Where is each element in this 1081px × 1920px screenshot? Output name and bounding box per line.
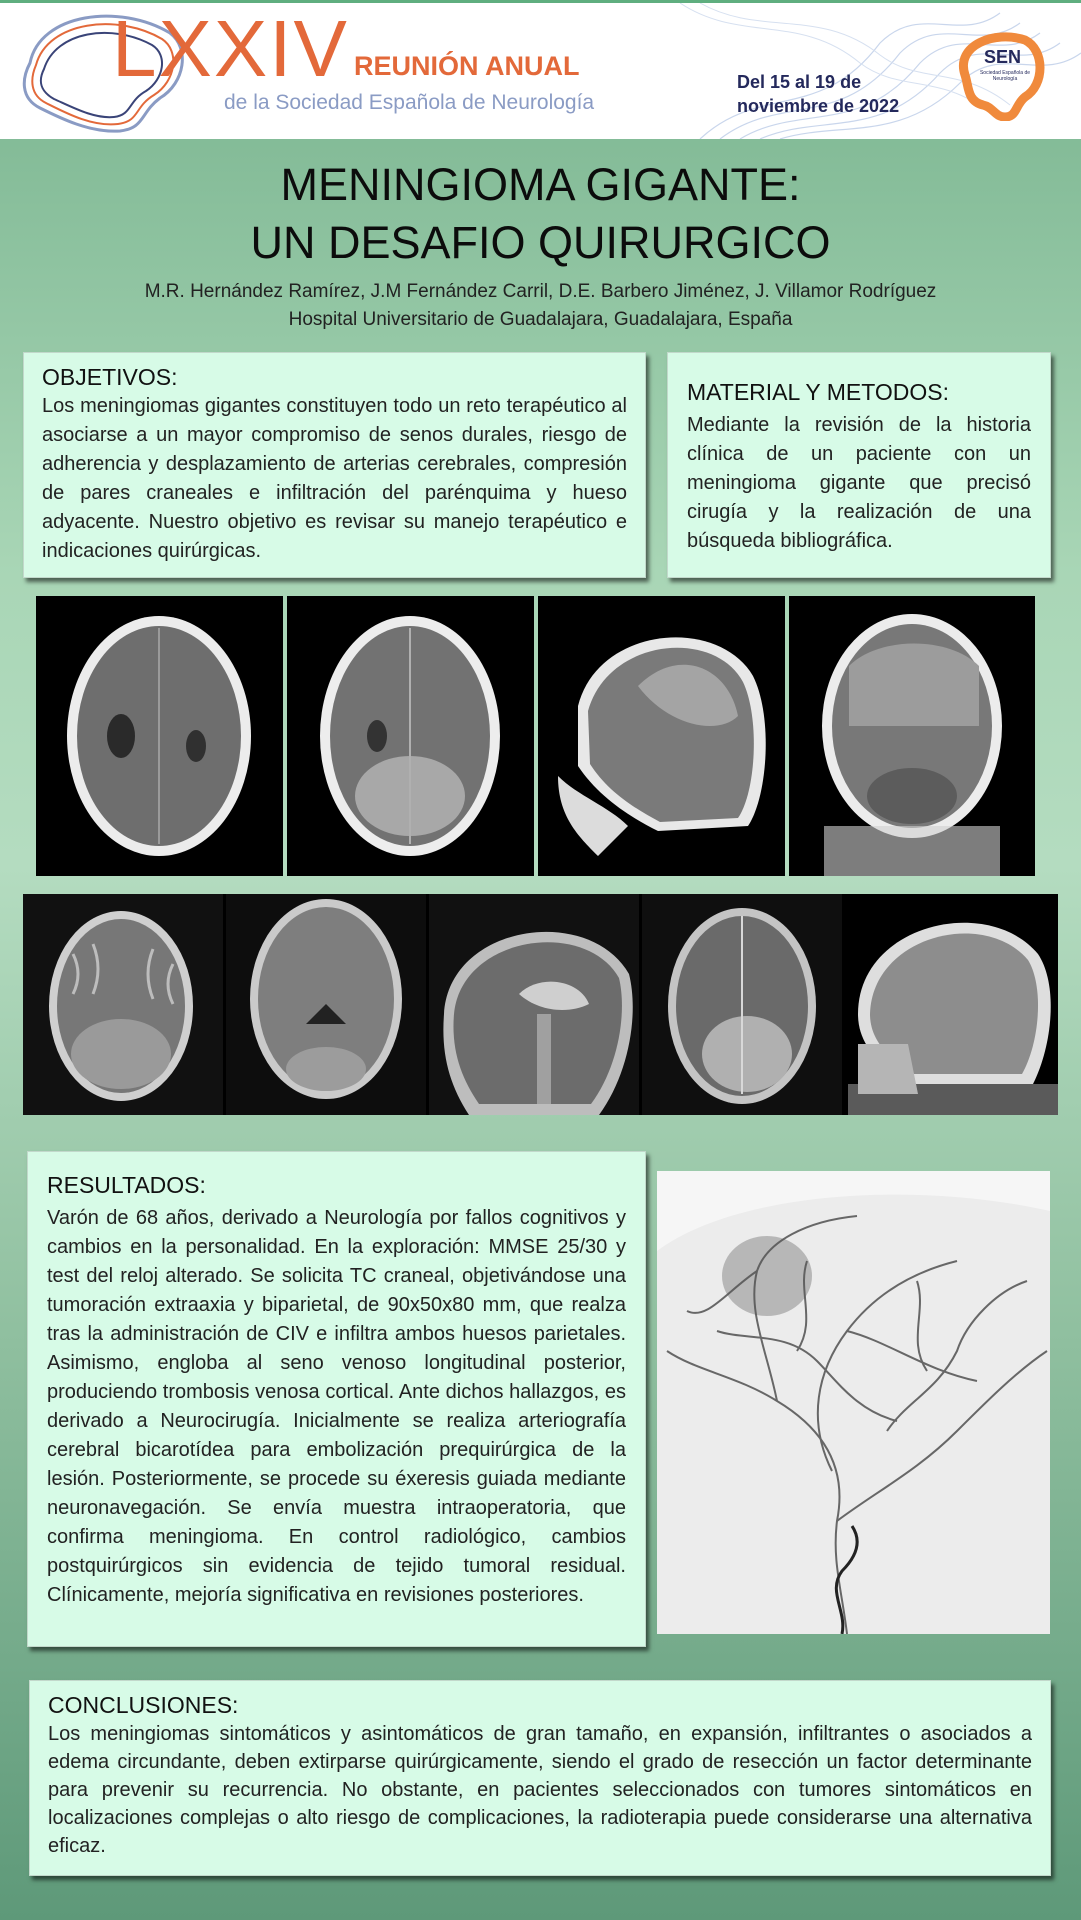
conference-dates: [737, 70, 899, 118]
ct-image-row: [36, 596, 1035, 876]
title-line-1: MENINGIOMA GIGANTE:: [280, 159, 801, 210]
dates-line-2: noviembre de 2022: [737, 96, 900, 116]
ct-bone-window-image: [848, 894, 1058, 1115]
authors-block: [0, 278, 1081, 334]
objetivos-heading: OBJETIVOS:: [42, 364, 178, 390]
conference-number: LXXIV: [112, 4, 349, 93]
metodos-section: [667, 352, 1051, 578]
mri-axial-image-2: [642, 894, 842, 1115]
mri-coronal-image: [226, 894, 426, 1115]
conclusiones-heading: CONCLUSIONES:: [48, 1692, 239, 1718]
mri-sagittal-image: [429, 894, 639, 1115]
objetivos-text: Los meningiomas gigantes constituyen todo un reto terapéutico al asociarse a un mayor compromiso de senos durales, riesgo de adherencia y desplazamiento de arterias cerebrales, compresión de pares craneales e infiltración del parénquima y hueso adyacente. Nuestro objetivo es revisar su manejo terapéutico e indicaciones quirúrgicas.: [42, 395, 627, 562]
mri-image-row: [23, 894, 1058, 1115]
sen-logo-subtext: Sociedad Española de Neurología: [979, 70, 1031, 82]
resultados-heading: RESULTADOS:: [47, 1172, 206, 1198]
sen-logo-text: SEN: [984, 47, 1022, 67]
ct-axial-image-1: [36, 596, 283, 876]
society-name: de la Sociedad Española de Neurología: [224, 91, 595, 114]
angiography-image: [657, 1171, 1050, 1634]
ct-axial-image-2: [287, 596, 534, 876]
dates-line-1: Del 15 al 19 de: [737, 72, 862, 92]
mri-axial-image-1: [23, 894, 223, 1115]
objetivos-section: [23, 352, 646, 578]
resultados-text: Varón de 68 años, derivado a Neurología por fallos cognitivos y cambios en la personalidad. En la exploración: MMSE 25/30 y test del reloj alterado. Se solicita TC craneal, objetivándose una tumoración extraaxia y biparietal, de 90x50x80 mm, que realza tras la administración de CIV e infiltra ambos huesos parietales. Asimismo, engloba al seno venoso longitudinal posterior, produciendo trombosis venosa cortical. Ante dichos hallazgos, es derivado a Neurocirugía. Inicialmente se realiza arteriografía cerebral bicarotídea para embolización prequirúrgica de la lesión. Posteriormente, se procede su éxeresis guiada mediante neuronavegación. Se envía muestra intraoperatoria, que confirma meningioma. En control radiológico, cambios postquirúrgicos sin evidencia de tejido tumoral residual. Clínicamente, mejoría significativa en revisiones posteriores.: [47, 1207, 626, 1606]
poster-title: [0, 156, 1081, 272]
meeting-label: REUNIÓN ANUAL: [354, 51, 580, 81]
title-line-2: UN DESAFIO QUIRURGICO: [250, 217, 831, 268]
resultados-section: [27, 1151, 646, 1647]
conclusiones-text: Los meningiomas sintomáticos y asintomáticos de gran tamaño, en expansión, infiltrantes o asociados a edema circundante, deben extirparse quirúrgicamente, siendo el grado de resección un factor determinante para prevenir su recurrencia. No obstante, en pacientes seleccionados con tumores sintomáticos en localizaciones complejas o alto riesgo de complicaciones, la radioterapia puede considerarse una alternativa eficaz.: [48, 1723, 1032, 1857]
ct-sagittal-image: [538, 596, 785, 876]
affiliation: Hospital Universitario de Guadalajara, Guadalajara, España: [288, 309, 793, 330]
ct-coronal-image: [789, 596, 1035, 876]
metodos-heading: MATERIAL Y METODOS:: [687, 379, 950, 405]
conclusiones-section: [29, 1680, 1051, 1876]
conference-banner: [0, 0, 1081, 139]
author-names: M.R. Hernández Ramírez, J.M Fernández Carril, D.E. Barbero Jiménez, J. Villamor Rodríguez: [144, 281, 937, 302]
metodos-text: Mediante la revisión de la historia clínica de un paciente con un meningioma gigante que precisó cirugía y la realización de una búsqueda bibliográfica.: [687, 414, 1031, 552]
